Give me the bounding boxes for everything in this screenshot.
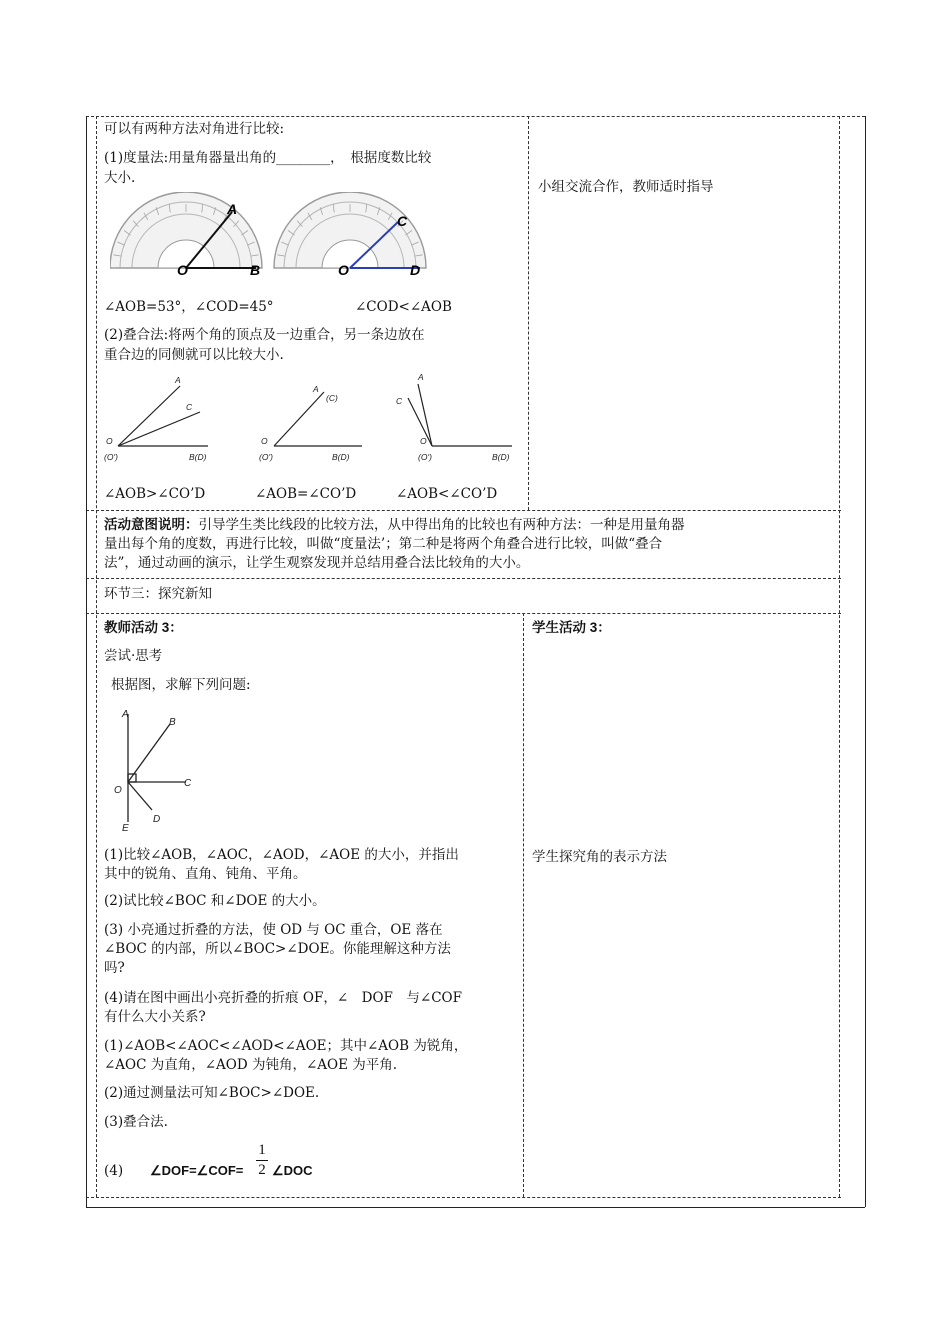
measure-result-a: ∠AOB=53°，∠COD=45° (104, 299, 274, 315)
rule-top (86, 116, 865, 117)
fig-label-d: D (153, 814, 161, 825)
teacher-heading: 教师活动 3： (104, 620, 183, 635)
fig1-label-o: O (106, 436, 113, 446)
fig-label-o: O (114, 785, 122, 796)
answer4-prefix: (4) (104, 1163, 124, 1179)
intent-line3: 法”，通过动画的演示，让学生观察发现并总结用叠合法比较角的大小。 (104, 555, 530, 571)
stage3-title: 环节三：探究新知 (104, 586, 212, 602)
rule-bottom (86, 1197, 841, 1198)
rule-section3-divider (523, 613, 524, 1197)
rule-left-outer (86, 116, 87, 1207)
fig1-label-c: C (186, 402, 193, 412)
compare-result-3: ∠AOB<∠CO’D (396, 486, 498, 502)
label-c: C (397, 213, 408, 229)
answer1-line1: (1)∠AOB<∠AOC<∠AOD<∠AOE；其中∠AOB 为锐角， (104, 1038, 468, 1054)
intent-label: 活动意图说明： (104, 517, 199, 532)
student-note: 学生探究角的表示方法 (532, 849, 667, 865)
fig-label-a: A (122, 709, 129, 720)
fig3-label-a: A (418, 372, 424, 382)
method1-line1: (1)度量法:用量角器量出角的________， 根据度数比较 (104, 150, 432, 166)
question3-line1: (3) 小亮通过折叠的方法，使 OD 与 OC 重合，OE 落在 (104, 922, 443, 938)
intent-line2: 量出每个角的度数，再进行比较，叫做“度量法’；第二种是将两个角叠合进行比较，叫做“叠合 (104, 536, 663, 552)
student-heading: 学生活动 3： (532, 620, 611, 635)
question4-line2: 有什么大小关系? (104, 1009, 206, 1025)
label-b: B (250, 262, 261, 278)
fig2-label-a: A (313, 384, 319, 394)
question1-line1: (1)比较∠AOB，∠AOC，∠AOD，∠AOE 的大小，并指出 (104, 847, 459, 863)
answer3: (3)叠合法. (104, 1114, 168, 1130)
rule-section1-divider (528, 116, 529, 510)
answer1-line2: ∠AOC 为直角，∠AOD 为钝角，∠AOE 为平角. (104, 1057, 398, 1073)
fig3-label-o: O (420, 436, 427, 446)
fraction-denominator: 2 (258, 1162, 266, 1178)
fig3-label-bd: B(D) (492, 452, 510, 462)
fig2-label-o-prime: (O') (259, 452, 273, 462)
fig-label-b: B (169, 717, 176, 728)
label-o: O (177, 262, 188, 278)
question4-line1: (4)请在图中画出小亮折叠的折痕 OF，∠ DOF 与∠COF (104, 990, 462, 1006)
fig1-label-bd: B(D) (189, 452, 207, 462)
rule-after-section1 (86, 510, 841, 511)
method2-line2: 重合边的同侧就可以比较大小. (104, 347, 284, 363)
rule-after-stage3 (86, 613, 841, 614)
compare-result-2: ∠AOB=∠CO’D (255, 486, 357, 502)
fraction-numerator: 1 (258, 1142, 266, 1158)
fig2-label-c: (C) (326, 393, 338, 403)
method1-line2: 大小. (104, 170, 136, 186)
fig-label-e: E (122, 823, 129, 834)
fig2-label-bd: B(D) (332, 452, 350, 462)
intent-line1-row (104, 515, 685, 535)
fig-label-c: C (184, 778, 192, 789)
section1-right-note: 小组交流合作，教师适时指导 (538, 179, 714, 195)
fig1-label-o-prime: (O') (104, 452, 118, 462)
label-d: D (410, 262, 421, 278)
answer4-left: ∠DOF=∠COF= (150, 1163, 244, 1178)
intro-text: 可以有两种方法对角进行比较: (104, 121, 285, 137)
method2-line1: (2)叠合法:将两个角的顶点及一边重合，另一条边放在 (104, 327, 425, 343)
compare-result-1: ∠AOB>∠CO’D (104, 486, 206, 502)
angle-figure-abcde (108, 704, 208, 834)
question3-line3: 吗? (104, 960, 125, 976)
rule-bottom-solid (86, 1207, 865, 1208)
fig1-label-a: A (175, 375, 181, 385)
question1-line2: 其中的锐角、直角、钝角、平角。 (104, 866, 307, 882)
rule-after-intent (86, 578, 841, 579)
overlay-angle-figures (100, 370, 520, 466)
measure-result-b: ∠COD<∠AOB (355, 299, 452, 315)
intent-line1: 引导学生类比线段的比较方法，从中得出角的比较也有两种方法：一种是用量角器 (198, 517, 685, 533)
instruction-text: 根据图，求解下列问题: (111, 677, 251, 693)
answer4-right: ∠DOC (272, 1163, 313, 1178)
fig3-label-c: C (396, 396, 403, 406)
protractor-figures (110, 192, 440, 284)
rule-left-inner (96, 116, 97, 1197)
fig3-label-o-prime: (O') (418, 452, 432, 462)
fraction-half (256, 1141, 268, 1179)
label-a: A (227, 201, 238, 217)
answer2: (2)通过测量法可知∠BOC>∠DOE. (104, 1085, 320, 1101)
label-o-2: O (338, 262, 349, 278)
fig2-label-o: O (261, 436, 268, 446)
question3-line2: ∠BOC 的内部，所以∠BOC>∠DOE。你能理解这种方法 (104, 941, 451, 957)
question2: (2)试比较∠BOC 和∠DOE 的大小。 (104, 893, 326, 909)
rule-right-outer (865, 116, 866, 1207)
try-think-title: 尝试·思考 (104, 648, 163, 664)
rule-right (839, 116, 840, 1197)
